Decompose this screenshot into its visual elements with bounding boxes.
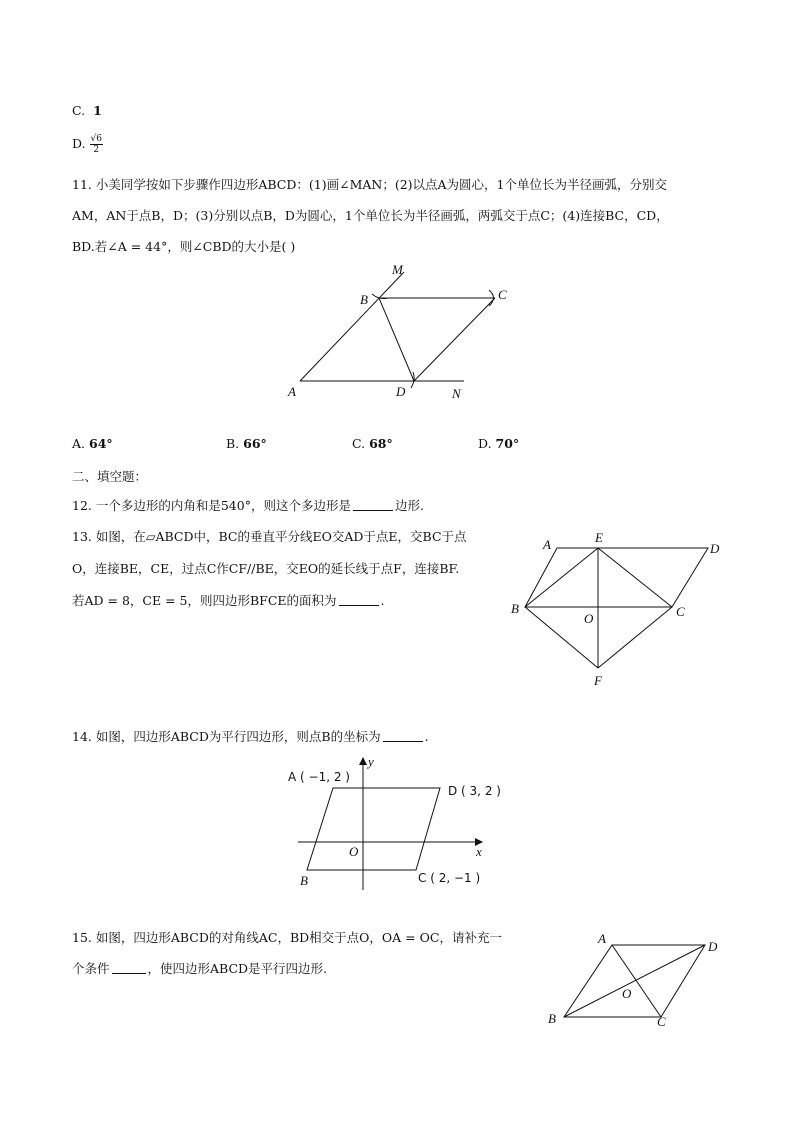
label-d: D	[710, 541, 720, 556]
label-x: x	[476, 844, 482, 859]
option-value: 70°	[495, 436, 520, 451]
q11-line-2: AM，AN于点B，D；(3)分别以点B，D为圆心，1个单位长为半径画弧，两弧交于点C；(4)连接BC，CD，	[72, 208, 669, 223]
segment-cf	[598, 607, 672, 668]
q11-option-b	[226, 436, 267, 451]
q11-option-d	[478, 436, 519, 451]
q13-figure	[505, 528, 730, 690]
q13-line-2: O，连接BE，CE，过点C作CF//BE，交EO的延长线于点F，连接BF.	[72, 561, 460, 576]
label-b: B	[300, 873, 308, 888]
diagonal-ac	[612, 945, 661, 1017]
q14-before: 14. 如图，四边形ABCD为平行四边形，则点B的坐标为	[72, 729, 381, 744]
option-label: C.	[72, 103, 86, 118]
fraction-numerator: √6	[90, 134, 103, 144]
answer-blank[interactable]	[112, 963, 146, 974]
sqrt6-over-2-fraction	[90, 134, 103, 155]
label-o: O	[622, 986, 632, 1001]
diagonal-bd	[564, 945, 705, 1017]
label-c: C	[676, 604, 685, 619]
label-a: A	[543, 537, 551, 552]
section-title: 二、填空题：	[72, 469, 148, 484]
option-value: 68°	[369, 436, 393, 451]
ray-am	[300, 272, 404, 381]
label-a: A	[288, 384, 296, 399]
q13-line-3	[72, 589, 385, 613]
label-f: F	[594, 673, 602, 688]
option-label: A.	[72, 436, 86, 451]
option-label: C.	[352, 436, 366, 451]
q14-text	[72, 725, 429, 749]
label-m: M	[392, 262, 403, 277]
q11-option-a	[72, 436, 113, 451]
q15-line-2-after: ，使四边形ABCD是平行四边形.	[147, 961, 328, 976]
label-e: E	[595, 530, 603, 545]
option-label: B.	[226, 436, 240, 451]
q15-figure	[540, 928, 730, 1030]
q12-before: 12. 一个多边形的内角和是540°，则这个多边形是	[72, 498, 351, 513]
option-value: 66°	[243, 436, 267, 451]
q13-line-1: 13. 如图，在▱ABCD中，BC的垂直平分线EO交AD于点E，交BC于点	[72, 529, 467, 544]
answer-blank[interactable]	[353, 500, 393, 511]
q13-line-3-before: 若AD = 8，CE = 5，则四边形BFCE的面积为	[72, 593, 337, 608]
q11-line-3: BD.若∠A = 44°，则∠CBD的大小是( )	[72, 239, 296, 254]
q15-line-2	[72, 957, 327, 981]
option-value: 64°	[89, 436, 113, 451]
label-a: A	[598, 931, 606, 946]
label-b: B	[360, 292, 368, 307]
label-c: C	[498, 287, 507, 302]
option-value: 1	[93, 103, 102, 118]
label-d: D	[708, 939, 718, 954]
label-o: O	[584, 611, 594, 626]
q11-line-1: 11. 小美同学按如下步骤作四边形ABCD：(1)画∠MAN；(2)以点A为圆心，1个单位长为半径画弧，分别交	[72, 177, 668, 192]
q15-line-2-before: 个条件	[72, 961, 110, 976]
q14-figure	[282, 752, 502, 894]
q12-text	[72, 494, 424, 518]
option-label: D.	[72, 136, 86, 151]
q11-figure	[280, 260, 520, 405]
parallelogram-abcd	[525, 548, 708, 607]
q11-option-c	[352, 436, 393, 451]
q13-line-3-after: .	[380, 593, 385, 608]
label-d: D ( 3, 2 )	[448, 784, 501, 798]
label-b: B	[511, 601, 519, 616]
answer-blank[interactable]	[383, 731, 423, 742]
option-label: D.	[478, 436, 492, 451]
segment-bd	[379, 298, 414, 381]
label-o: O	[349, 844, 359, 859]
label-c: C	[657, 1014, 666, 1029]
fraction-denominator: 2	[93, 145, 100, 155]
label-y: y	[368, 754, 374, 769]
q14-after: .	[424, 729, 429, 744]
q12-after: 边形.	[394, 498, 424, 513]
label-n: N	[452, 386, 461, 401]
option-d-prev	[72, 134, 103, 155]
segment-ec	[598, 548, 672, 607]
label-c: C ( 2, −1 )	[418, 871, 481, 885]
q15-line-1: 15. 如图，四边形ABCD的对角线AC，BD相交于点O，OA = OC，请补充一	[72, 930, 502, 945]
segment-be	[525, 548, 598, 607]
label-d: D	[396, 384, 406, 399]
option-c-prev	[72, 103, 102, 118]
segment-cd	[414, 298, 495, 381]
label-b: B	[548, 1011, 556, 1026]
parallelogram-abcd	[307, 788, 440, 870]
label-a: A ( −1, 2 )	[288, 770, 350, 784]
answer-blank[interactable]	[339, 595, 379, 606]
